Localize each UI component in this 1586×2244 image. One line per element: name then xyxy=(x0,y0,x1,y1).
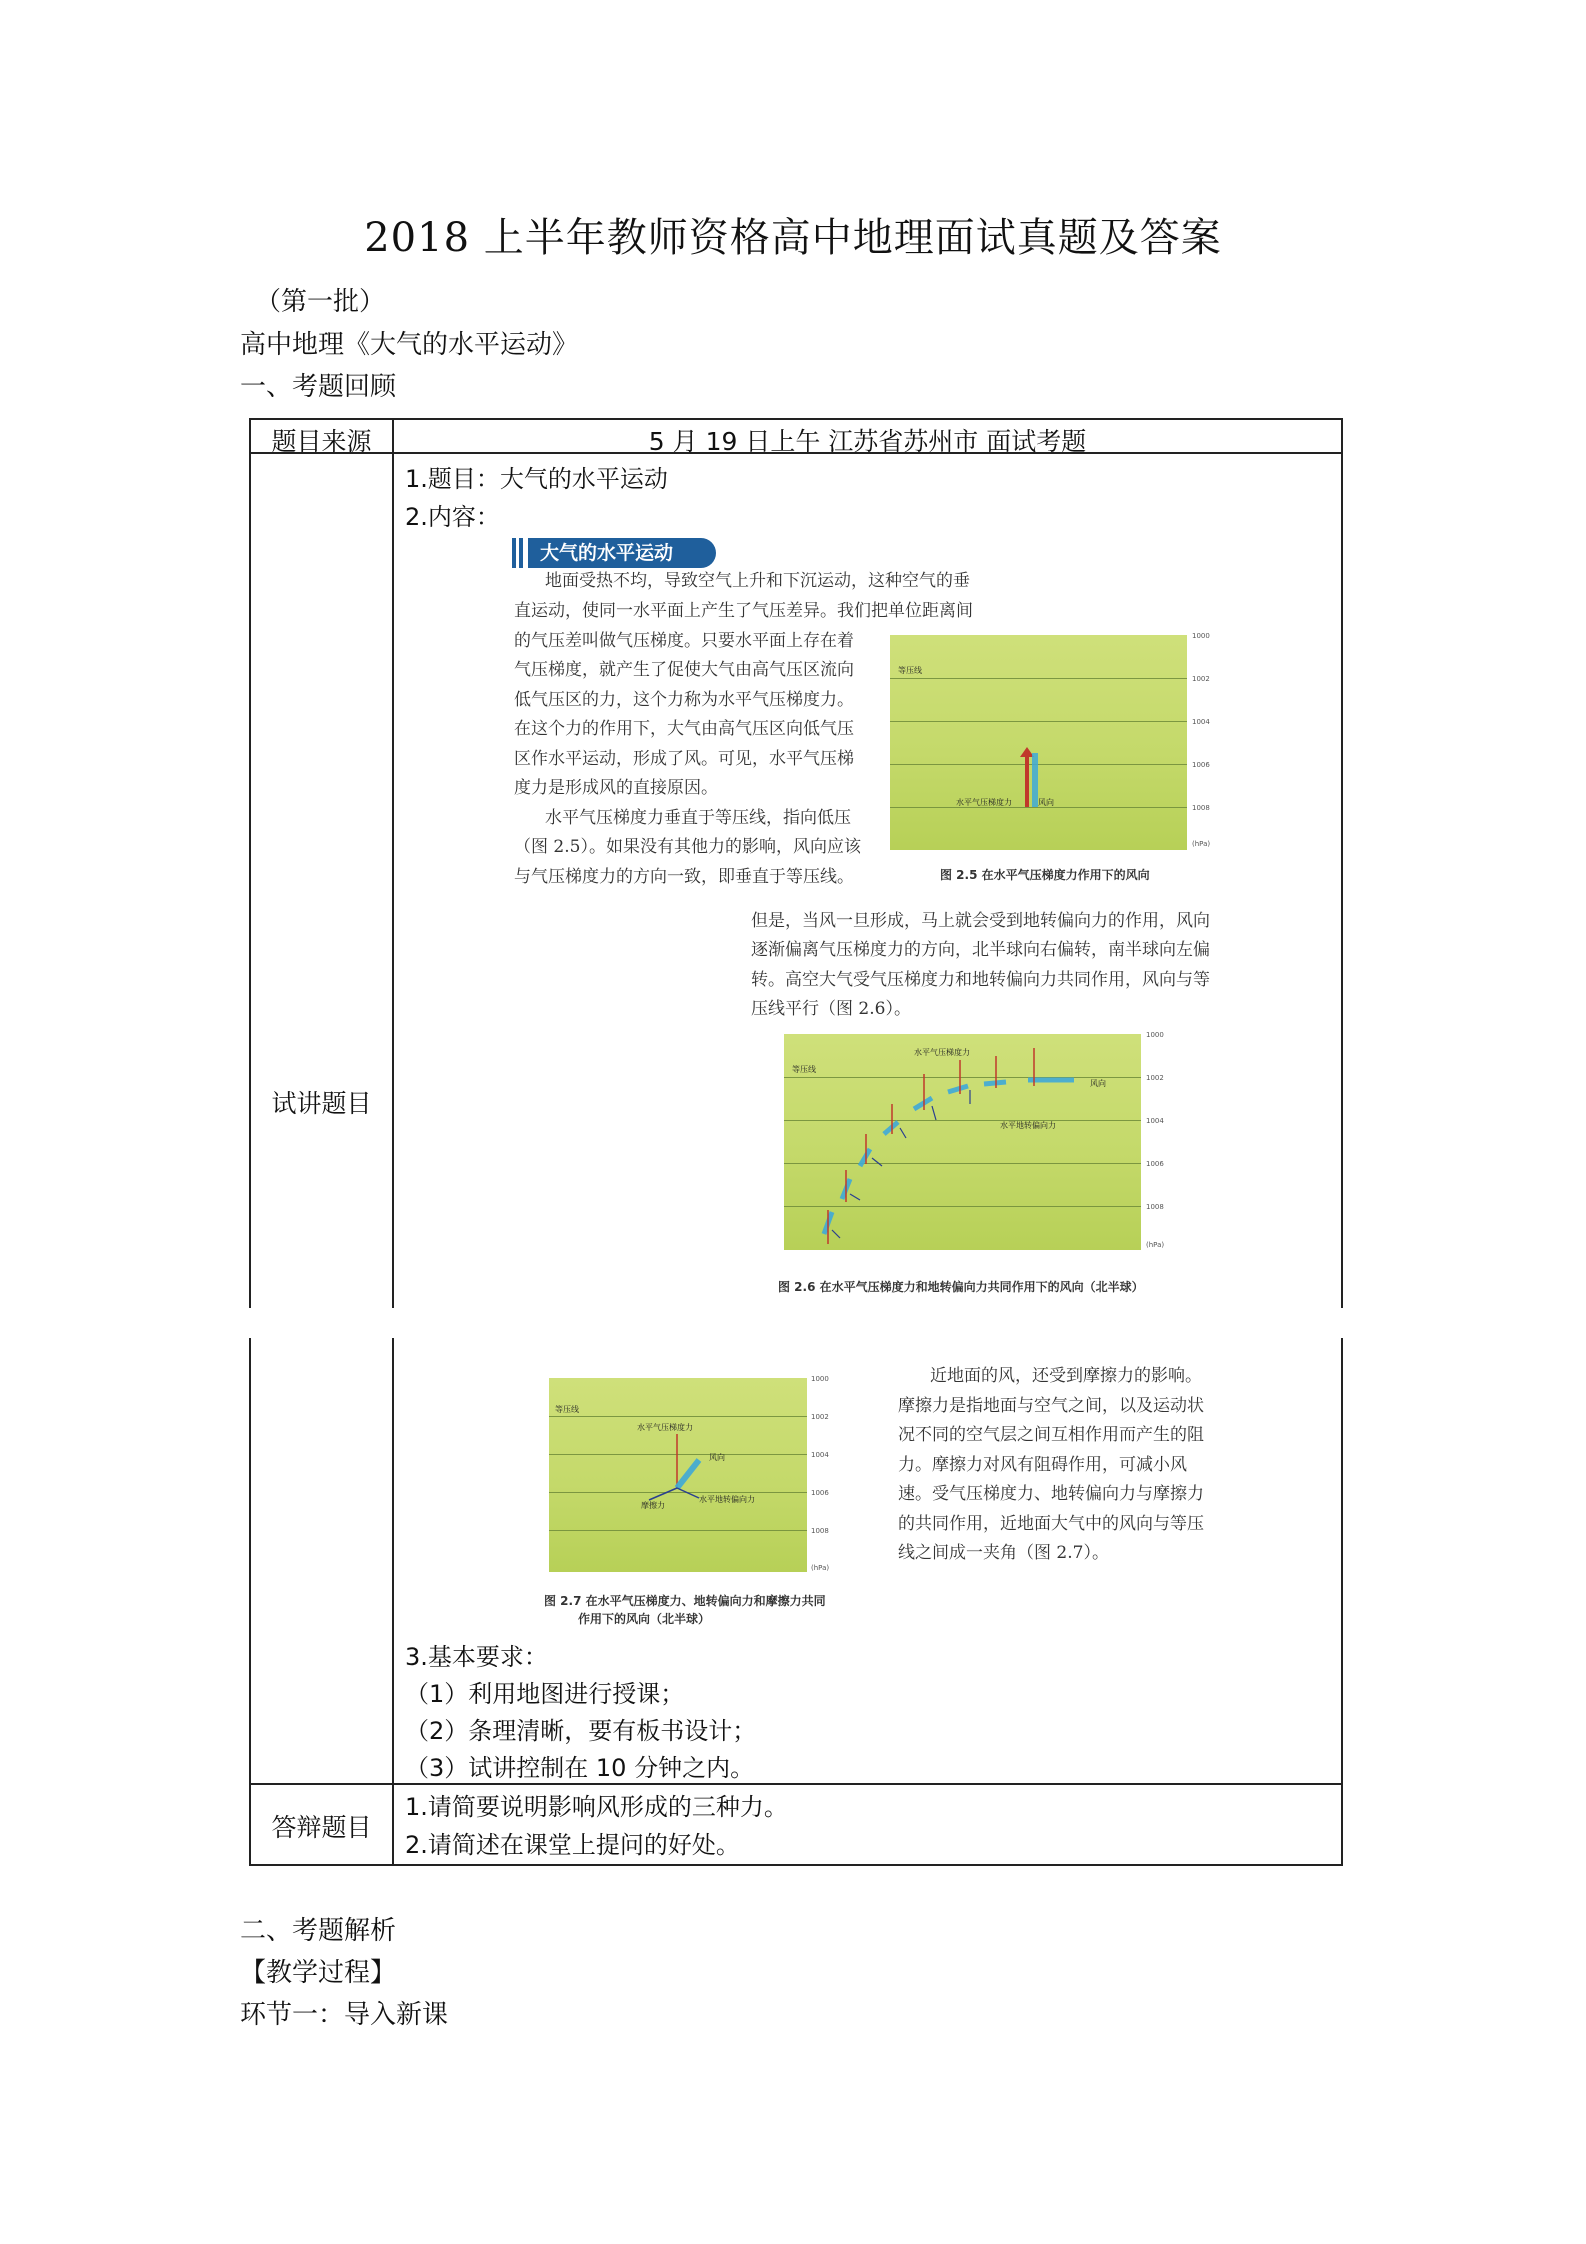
row-label-defense: 答辩题目 xyxy=(271,1813,372,1842)
tick-label: 1006 xyxy=(1192,761,1210,769)
step-1-heading: 环节一：导入新课 xyxy=(240,2000,449,2030)
coriolis-label: 水平地转偏向力 xyxy=(1000,1121,1056,1130)
tick-label: 1004 xyxy=(1146,1117,1164,1125)
isobar-line xyxy=(890,678,1187,679)
defense-question-2: 2.请简述在课堂上提问的好处。 xyxy=(405,1831,740,1859)
book-para1-line1: 地面受热不均，导致空气上升和下沉运动，这种空气的垂 xyxy=(545,571,970,591)
requirement-1: （1）利用地图进行授课； xyxy=(405,1680,685,1708)
book-para2-line2: （图 2.5）。如果没有其他力的影响，风向应该 xyxy=(514,837,861,857)
pgf-label: 水平气压梯度力 xyxy=(914,1048,970,1057)
book-para1-line8: 度力是形成风的直接原因。 xyxy=(514,778,718,798)
table-row-divider-2 xyxy=(249,1783,1343,1785)
book-heading-block xyxy=(512,538,722,568)
figure-2-6 xyxy=(784,1034,1141,1250)
heading-bar-1 xyxy=(512,538,516,568)
batch-label: （第一批） xyxy=(255,287,386,317)
isobar-line xyxy=(890,764,1187,765)
book-para4-line5: 速。受气压梯度力、地转偏向力与摩擦力 xyxy=(898,1484,1204,1504)
tick-unit: (hPa) xyxy=(1192,840,1211,848)
book-para1-line4: 气压梯度，就产生了促使大气由高气压区流向 xyxy=(514,660,854,680)
book-para4-line4: 力。摩擦力对风有阻碍作用，可减小风 xyxy=(898,1455,1187,1475)
requirement-3: （3）试讲控制在 10 分钟之内。 xyxy=(405,1754,755,1782)
tick-label: 1002 xyxy=(811,1413,829,1421)
section-1-heading: 一、考题回顾 xyxy=(240,372,397,402)
wind-label: 风向 xyxy=(1090,1079,1106,1088)
figure-2-5 xyxy=(890,635,1187,850)
tick-label: 1000 xyxy=(1146,1031,1164,1039)
book-para4-line2: 摩擦力是指地面与空气之间，以及运动状 xyxy=(898,1396,1204,1416)
book-heading: 大气的水平运动 xyxy=(528,538,716,568)
table-border-left-upper xyxy=(249,418,251,1308)
book-para4-line6: 的共同作用，近地面大气中的风向与等压 xyxy=(898,1514,1204,1534)
figure-2-6-caption: 图 2.6 在水平气压梯度力和地转偏向力共同作用下的风向（北半球） xyxy=(778,1280,1144,1294)
tick-label: 1008 xyxy=(1192,804,1210,812)
figure-2-5-caption: 图 2.5 在水平气压梯度力作用下的风向 xyxy=(940,868,1150,882)
item-topic: 1.题目：大气的水平运动 xyxy=(405,465,668,493)
wind-deflection-arrows xyxy=(784,1034,1141,1250)
requirements-title: 3.基本要求： xyxy=(405,1643,548,1671)
book-para3-line3: 转。高空大气受气压梯度力和地转偏向力共同作用，风向与等 xyxy=(751,970,1210,990)
tick-label: 1006 xyxy=(811,1489,829,1497)
tick-unit: (hPa) xyxy=(1146,1241,1165,1249)
book-para1-line2: 直运动，使同一水平面上产生了气压差异。我们把单位距离间 xyxy=(514,601,973,621)
heading-bar-2 xyxy=(519,538,523,568)
wind-label: 风向 xyxy=(1038,798,1054,807)
book-para1-line6: 在这个力的作用下，大气由高气压区向低气压 xyxy=(514,719,854,739)
table-border-right-lower xyxy=(1341,1338,1343,1866)
document-title: 2018 上半年教师资格高中地理面试真题及答案 xyxy=(364,215,1222,261)
isobar-label: 等压线 xyxy=(555,1405,579,1414)
table-column-divider-lower xyxy=(392,1338,394,1866)
book-para3-line4: 压线平行（图 2.6）。 xyxy=(751,999,911,1019)
book-para2-line3: 与气压梯度力的方向一致，即垂直于等压线。 xyxy=(514,867,854,887)
force-arrows xyxy=(549,1378,807,1572)
tick-label: 1006 xyxy=(1146,1160,1164,1168)
tick-label: 1000 xyxy=(811,1375,829,1383)
isobar-label: 等压线 xyxy=(792,1065,816,1074)
table-border-top xyxy=(249,418,1343,420)
book-para1-line3: 的气压差叫做气压梯度。只要水平面上存在着 xyxy=(514,631,854,651)
tick-label: 1002 xyxy=(1146,1074,1164,1082)
tick-label: 1004 xyxy=(1192,718,1210,726)
tick-label: 1008 xyxy=(1146,1203,1164,1211)
isobar-label: 等压线 xyxy=(898,666,922,675)
teaching-process-heading: 【教学过程】 xyxy=(240,1958,397,1988)
defense-question-1: 1.请简要说明影响风形成的三种力。 xyxy=(405,1793,788,1821)
course-title: 高中地理《大气的水平运动》 xyxy=(240,330,579,360)
tick-label: 1000 xyxy=(1192,632,1210,640)
wind-label: 风向 xyxy=(709,1453,725,1462)
table-border-bottom xyxy=(249,1864,1343,1866)
row-label-lecture: 试讲题目 xyxy=(271,1089,372,1118)
row-value-source: 5 月 19 日上午 江苏省苏州市 面试考题 xyxy=(648,427,1087,456)
book-para3-line1: 但是，当风一旦形成，马上就会受到地转偏向力的作用，风向 xyxy=(751,911,1210,931)
book-para3-line2: 逐渐偏离气压梯度力的方向，北半球向右偏转，南半球向左偏 xyxy=(751,940,1210,960)
coriolis-label: 水平地转偏向力 xyxy=(699,1495,755,1504)
book-para4-line3: 况不同的空气层之间互相作用而产生的阻 xyxy=(898,1425,1204,1445)
book-para4-line1: 近地面的风，还受到摩擦力的影响。 xyxy=(930,1366,1202,1386)
item-content: 2.内容： xyxy=(405,503,500,531)
friction-label: 摩擦力 xyxy=(641,1501,665,1510)
section-2-heading: 二、考题解析 xyxy=(240,1916,397,1946)
figure-2-7-caption-line1: 图 2.7 在水平气压梯度力、地转偏向力和摩擦力共同 xyxy=(544,1594,826,1608)
book-para2-line1: 水平气压梯度力垂直于等压线，指向低压 xyxy=(545,808,851,828)
tick-label: 1002 xyxy=(1192,675,1210,683)
table-border-right-upper xyxy=(1341,418,1343,1308)
figure-2-7-caption-line2: 作用下的风向（北半球） xyxy=(578,1612,711,1626)
pgf-arrow-shaft xyxy=(1025,755,1029,807)
figure-2-7 xyxy=(549,1378,807,1572)
book-para1-line5: 低气压区的力，这个力称为水平气压梯度力。 xyxy=(514,690,854,710)
requirement-2: （2）条理清晰，要有板书设计； xyxy=(405,1717,757,1745)
pgf-label: 水平气压梯度力 xyxy=(637,1423,693,1432)
book-para4-line7: 线之间成一夹角（图 2.7）。 xyxy=(898,1543,1109,1563)
pgf-label: 水平气压梯度力 xyxy=(956,798,1012,807)
tick-label: 1008 xyxy=(811,1527,829,1535)
book-para1-line7: 区作水平运动，形成了风。可见，水平气压梯 xyxy=(514,749,854,769)
row-label-source: 题目来源 xyxy=(271,427,372,456)
isobar-line xyxy=(890,721,1187,722)
tick-label: 1004 xyxy=(811,1451,829,1459)
table-border-left-lower xyxy=(249,1338,251,1866)
tick-unit: (hPa) xyxy=(811,1564,830,1572)
table-column-divider-upper xyxy=(392,418,394,1308)
